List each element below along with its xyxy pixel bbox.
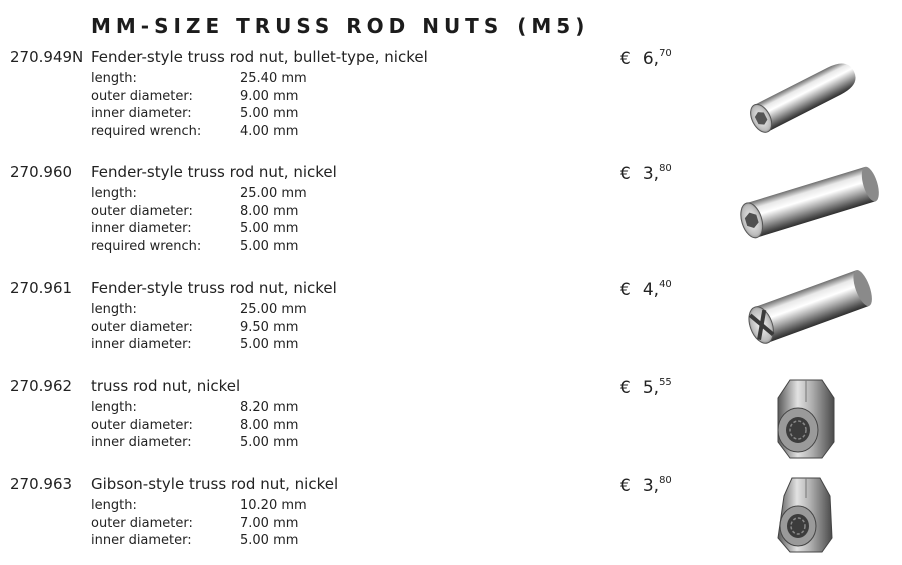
product-name: Fender-style truss rod nut, nickel [91, 163, 337, 181]
gibson-hex-truss-rod-nut-icon [762, 472, 846, 558]
currency-symbol: € [620, 164, 631, 184]
spec-value: 5.00 mm [240, 106, 299, 121]
spec-label: length: [91, 400, 137, 415]
spec-value: 8.00 mm [240, 203, 299, 219]
spec-value: 5.00 mm [240, 337, 299, 352]
spec-row [91, 336, 307, 354]
spec-value: 25.00 mm [240, 186, 307, 201]
spec-label: outer diameter: [91, 515, 193, 531]
product-specs [91, 301, 307, 354]
currency-symbol: € [620, 378, 631, 398]
spec-value: 10.20 mm [240, 498, 307, 513]
spec-label: length: [91, 302, 137, 317]
price-integer: 3, [642, 476, 660, 496]
spec-value: 4.00 mm [240, 123, 299, 139]
currency-symbol: € [620, 280, 631, 300]
spec-row [91, 417, 298, 435]
spec-label: inner diameter: [91, 435, 192, 450]
spec-row [91, 399, 298, 417]
spec-row [91, 497, 307, 515]
product-specs [91, 70, 307, 140]
spec-row [91, 515, 307, 533]
product-name: Gibson-style truss rod nut, nickel [91, 475, 339, 493]
price-integer: 5, [642, 378, 660, 398]
product-price [620, 279, 672, 300]
spec-value: 9.50 mm [240, 319, 299, 335]
spec-row [91, 105, 307, 123]
product-sku: 270.949N [10, 48, 84, 66]
bullet-truss-rod-nut-icon [738, 52, 868, 142]
product-name: Fender-style truss rod nut, bullet-type, nickel [91, 48, 428, 66]
spec-label: outer diameter: [91, 417, 193, 433]
spec-row [91, 319, 307, 337]
spec-label: required wrench: [91, 123, 202, 139]
currency-symbol: € [620, 476, 631, 496]
spec-row [91, 434, 298, 452]
product-price [620, 475, 672, 496]
spec-row [91, 220, 307, 238]
spec-value: 8.00 mm [240, 417, 299, 433]
cross-slot-truss-rod-nut-icon [730, 262, 880, 354]
spec-value: 25.40 mm [240, 71, 307, 86]
spec-label: length: [91, 71, 137, 86]
hex-truss-rod-nut-icon [760, 372, 850, 464]
spec-row [91, 70, 307, 88]
spec-row [91, 532, 307, 550]
spec-value: 25.00 mm [240, 302, 307, 317]
product-sku: 270.962 [10, 377, 73, 395]
product-specs [91, 399, 298, 452]
price-integer: 4, [642, 280, 660, 300]
spec-label: outer diameter: [91, 319, 193, 335]
spec-row [91, 185, 307, 203]
product-sku: 270.960 [10, 163, 73, 181]
spec-row [91, 301, 307, 319]
spec-value: 5.00 mm [240, 533, 299, 548]
spec-value: 7.00 mm [240, 515, 299, 531]
spec-row [91, 123, 307, 141]
price-cents: 80 [659, 163, 672, 174]
spec-label: inner diameter: [91, 533, 192, 548]
price-integer: 6, [642, 49, 660, 69]
spec-row [91, 238, 307, 256]
product-sku: 270.961 [10, 279, 73, 297]
spec-value: 5.00 mm [240, 435, 299, 450]
spec-label: required wrench: [91, 238, 202, 254]
spec-value: 5.00 mm [240, 238, 299, 254]
product-sku: 270.963 [10, 475, 73, 493]
product-specs [91, 497, 307, 550]
spec-label: length: [91, 186, 137, 201]
spec-value: 5.00 mm [240, 221, 299, 236]
spec-row [91, 203, 307, 221]
spec-label: inner diameter: [91, 221, 192, 236]
cylinder-truss-rod-nut-icon [725, 158, 885, 248]
spec-label: inner diameter: [91, 106, 192, 121]
currency-symbol: € [620, 49, 631, 69]
product-price [620, 48, 672, 69]
price-cents: 70 [659, 48, 672, 59]
spec-label: inner diameter: [91, 337, 192, 352]
spec-label: length: [91, 498, 137, 513]
spec-value: 8.20 mm [240, 400, 299, 415]
product-specs [91, 185, 307, 255]
spec-row [91, 88, 307, 106]
spec-value: 9.00 mm [240, 88, 299, 104]
price-cents: 40 [659, 279, 672, 290]
price-cents: 55 [659, 377, 672, 388]
price-cents: 80 [659, 475, 672, 486]
product-price [620, 163, 672, 184]
spec-label: outer diameter: [91, 203, 193, 219]
page-title-text: MM-SIZE TRUSS ROD NUTS [91, 14, 504, 38]
product-price [620, 377, 672, 398]
page-title [91, 14, 589, 38]
product-name: truss rod nut, nickel [91, 377, 241, 395]
product-name: Fender-style truss rod nut, nickel [91, 279, 337, 297]
price-integer: 3, [642, 164, 660, 184]
page-subtitle: (M5) [517, 14, 590, 38]
spec-label: outer diameter: [91, 88, 193, 104]
